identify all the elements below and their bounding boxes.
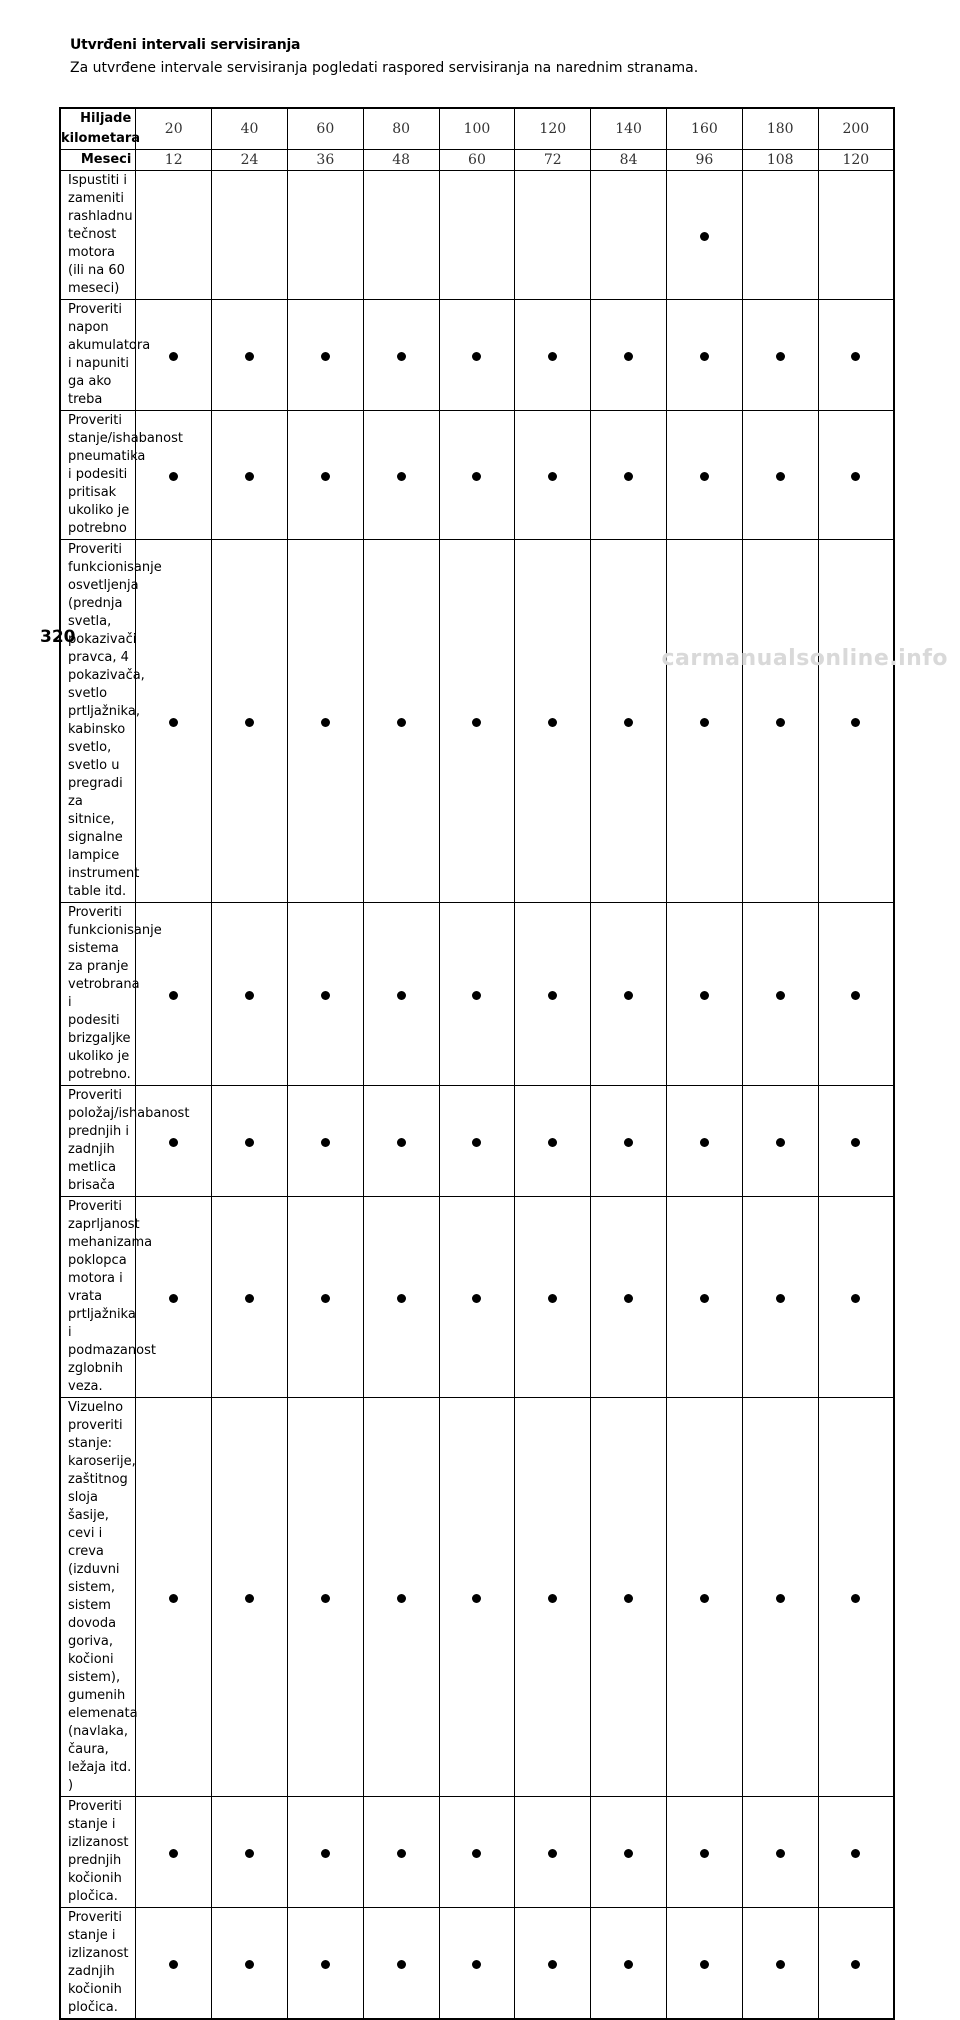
interval-cell: [212, 1197, 288, 1398]
filled-circle-icon: [397, 1294, 406, 1303]
filled-circle-icon: [851, 472, 860, 481]
interval-cell: [136, 1086, 212, 1197]
km-value-cell: 100: [439, 108, 515, 150]
interval-cell: [287, 1197, 363, 1398]
filled-circle-icon: [245, 1849, 254, 1858]
interval-cell: [212, 1908, 288, 2020]
interval-cell: [287, 903, 363, 1086]
filled-circle-icon: [624, 991, 633, 1000]
interval-cell: [439, 1908, 515, 2020]
filled-circle-icon: [700, 1294, 709, 1303]
task-description-line: kabinsko svetlo, svetlo u pregradi za sitnice, signalne: [68, 722, 126, 845]
interval-cell: [818, 1908, 894, 2020]
filled-circle-icon: [624, 718, 633, 727]
filled-circle-icon: [548, 472, 557, 481]
task-description-line: Proveriti napon akumulatora i napuniti ga ako treba: [68, 302, 151, 407]
filled-circle-icon: [472, 718, 481, 727]
interval-cell: [818, 171, 894, 300]
filled-circle-icon: [397, 1594, 406, 1603]
filled-circle-icon: [397, 1138, 406, 1147]
interval-cell: [667, 1197, 743, 1398]
task-description: [60, 540, 162, 903]
filled-circle-icon: [472, 1960, 481, 1969]
interval-cell: [212, 411, 288, 540]
filled-circle-icon: [169, 1294, 178, 1303]
interval-cell: [287, 1398, 363, 1797]
km-value-cell: 80: [363, 108, 439, 150]
task-description-line: Proveriti funkcionisanje osvetljenja (prednja svetla,: [68, 542, 162, 629]
interval-cell: [515, 300, 591, 411]
filled-circle-icon: [472, 472, 481, 481]
filled-circle-icon: [851, 1849, 860, 1858]
interval-cell: [591, 1797, 667, 1908]
filled-circle-icon: [245, 1960, 254, 1969]
months-value-cell: 72: [515, 150, 591, 171]
task-description: [60, 411, 183, 540]
interval-cell: [818, 1797, 894, 1908]
table-row: [60, 1398, 894, 1797]
interval-cell: [591, 903, 667, 1086]
task-description-line: Proveriti funkcionisanje sistema za pranje vetrobrana i: [68, 905, 162, 1010]
interval-cell: [363, 1197, 439, 1398]
filled-circle-icon: [169, 718, 178, 727]
task-description-line: ukoliko je potrebno: [68, 503, 130, 536]
interval-cell: [818, 300, 894, 411]
interval-cell: [667, 1908, 743, 2020]
interval-cell: [515, 903, 591, 1086]
filled-circle-icon: [700, 352, 709, 361]
interval-cell: [515, 540, 591, 903]
filled-circle-icon: [776, 1960, 785, 1969]
interval-cell: [591, 411, 667, 540]
filled-circle-icon: [548, 1138, 557, 1147]
filled-circle-icon: [776, 718, 785, 727]
task-description-line: (ili na 60 meseci): [68, 263, 125, 296]
filled-circle-icon: [245, 991, 254, 1000]
months-value-cell: 48: [363, 150, 439, 171]
interval-cell: [363, 411, 439, 540]
months-value-cell: 12: [136, 150, 212, 171]
months-value-cell: 84: [591, 150, 667, 171]
filled-circle-icon: [245, 1138, 254, 1147]
table-row: [60, 1086, 894, 1197]
filled-circle-icon: [397, 718, 406, 727]
interval-cell: [439, 1797, 515, 1908]
filled-circle-icon: [472, 1138, 481, 1147]
interval-cell: [439, 171, 515, 300]
filled-circle-icon: [700, 1960, 709, 1969]
filled-circle-icon: [624, 1594, 633, 1603]
filled-circle-icon: [624, 1294, 633, 1303]
months-value-cell: 24: [212, 150, 288, 171]
months-header-label: Meseci: [60, 150, 136, 171]
interval-cell: [591, 1086, 667, 1197]
interval-cell: [742, 1197, 818, 1398]
interval-cell: [212, 1797, 288, 1908]
interval-cell: [212, 540, 288, 903]
interval-cell: [287, 1908, 363, 2020]
filled-circle-icon: [548, 1849, 557, 1858]
interval-cell: [591, 300, 667, 411]
task-description-line: Proveriti položaj/ishabanost prednjih i: [68, 1088, 190, 1139]
filled-circle-icon: [397, 991, 406, 1000]
filled-circle-icon: [700, 1594, 709, 1603]
interval-cell: [667, 1797, 743, 1908]
interval-cell: [591, 1398, 667, 1797]
interval-cell: [136, 1197, 212, 1398]
filled-circle-icon: [321, 352, 330, 361]
filled-circle-icon: [169, 1594, 178, 1603]
task-description-line: zadnjih metlica brisača: [68, 1142, 117, 1193]
km-value-cell: 20: [136, 108, 212, 150]
table-row: [60, 903, 894, 1086]
filled-circle-icon: [169, 472, 178, 481]
filled-circle-icon: [397, 1849, 406, 1858]
task-description-line: vrata prtljažnika i podmazanost zglobnih veza.: [68, 1289, 156, 1394]
interval-cell: [136, 1398, 212, 1797]
filled-circle-icon: [321, 472, 330, 481]
interval-cell: [667, 1398, 743, 1797]
table-row: [60, 1797, 894, 1908]
interval-cell: [591, 1197, 667, 1398]
filled-circle-icon: [245, 718, 254, 727]
interval-cell: [515, 1797, 591, 1908]
interval-cell: [818, 540, 894, 903]
watermark: carmanualsonline.info: [661, 646, 948, 671]
interval-cell: [742, 903, 818, 1086]
interval-cell: [591, 1908, 667, 2020]
filled-circle-icon: [776, 352, 785, 361]
page-number: 320: [40, 627, 76, 647]
filled-circle-icon: [321, 1294, 330, 1303]
filled-circle-icon: [245, 1594, 254, 1603]
table-row: [60, 300, 894, 411]
interval-cell: [667, 1086, 743, 1197]
filled-circle-icon: [169, 991, 178, 1000]
interval-cell: [363, 1086, 439, 1197]
interval-cell: [742, 540, 818, 903]
interval-cell: [136, 1797, 212, 1908]
task-description: [60, 1797, 136, 1908]
interval-cell: [136, 1908, 212, 2020]
filled-circle-icon: [321, 1960, 330, 1969]
filled-circle-icon: [472, 1594, 481, 1603]
filled-circle-icon: [472, 352, 481, 361]
interval-cell: [439, 1197, 515, 1398]
filled-circle-icon: [776, 991, 785, 1000]
interval-cell: [818, 1197, 894, 1398]
filled-circle-icon: [700, 232, 709, 241]
interval-cell: [818, 1086, 894, 1197]
interval-cell: [363, 1908, 439, 2020]
filled-circle-icon: [397, 472, 406, 481]
km-value-cell: 200: [818, 108, 894, 150]
interval-cell: [742, 1398, 818, 1797]
interval-cell: [667, 411, 743, 540]
km-value-cell: 60: [287, 108, 363, 150]
filled-circle-icon: [321, 991, 330, 1000]
interval-cell: [212, 1086, 288, 1197]
interval-cell: [363, 1797, 439, 1908]
interval-cell: [212, 1398, 288, 1797]
task-description-line: ležaja itd. ): [68, 1760, 132, 1793]
filled-circle-icon: [169, 1138, 178, 1147]
intro-text: Za utvrđene intervale servisiranja pogledati raspored servisiranja na narednim stranama.: [70, 60, 699, 76]
filled-circle-icon: [851, 718, 860, 727]
interval-cell: [136, 411, 212, 540]
interval-cell: [742, 1797, 818, 1908]
filled-circle-icon: [321, 1138, 330, 1147]
task-description-line: Proveriti stanje i izlizanost zadnjih kočionih pločica.: [68, 1910, 129, 2015]
filled-circle-icon: [245, 1294, 254, 1303]
filled-circle-icon: [548, 1594, 557, 1603]
months-value-cell: 60: [439, 150, 515, 171]
interval-cell: [212, 300, 288, 411]
task-description-line: pokazivači pravca, 4 pokazivača, svetlo prtljažnika,: [68, 632, 145, 719]
km-value-cell: 140: [591, 108, 667, 150]
table-row: [60, 540, 894, 903]
filled-circle-icon: [776, 1138, 785, 1147]
interval-cell: [439, 411, 515, 540]
task-description-line: Proveriti zaprljanost mehanizama poklopca motora i: [68, 1199, 153, 1286]
interval-cell: [515, 171, 591, 300]
filled-circle-icon: [851, 1594, 860, 1603]
interval-cell: [742, 300, 818, 411]
filled-circle-icon: [472, 1849, 481, 1858]
interval-cell: [136, 171, 212, 300]
filled-circle-icon: [321, 718, 330, 727]
interval-cell: [439, 300, 515, 411]
interval-cell: [515, 411, 591, 540]
filled-circle-icon: [245, 352, 254, 361]
interval-cell: [818, 1398, 894, 1797]
table-row: [60, 411, 894, 540]
filled-circle-icon: [548, 1960, 557, 1969]
interval-cell: [363, 903, 439, 1086]
filled-circle-icon: [851, 1138, 860, 1147]
filled-circle-icon: [397, 352, 406, 361]
interval-cell: [363, 171, 439, 300]
filled-circle-icon: [776, 1294, 785, 1303]
task-description-line: kočioni sistem), gumenih elemenata (navlaka, čaura,: [68, 1652, 138, 1757]
km-value-cell: 160: [667, 108, 743, 150]
filled-circle-icon: [624, 1960, 633, 1969]
filled-circle-icon: [169, 1849, 178, 1858]
filled-circle-icon: [700, 472, 709, 481]
task-description-line: cevi i creva (izduvni sistem, sistem dovoda goriva,: [68, 1526, 120, 1649]
km-value-cell: 40: [212, 108, 288, 150]
interval-cell: [818, 903, 894, 1086]
interval-cell: [363, 300, 439, 411]
task-description-line: Proveriti stanje/ishabanost pneumatika i podesiti pritisak: [68, 413, 183, 500]
filled-circle-icon: [624, 352, 633, 361]
filled-circle-icon: [472, 1294, 481, 1303]
filled-circle-icon: [321, 1594, 330, 1603]
interval-cell: [439, 1086, 515, 1197]
filled-circle-icon: [700, 1849, 709, 1858]
filled-circle-icon: [851, 352, 860, 361]
task-description: [60, 171, 136, 300]
filled-circle-icon: [397, 1960, 406, 1969]
interval-cell: [439, 1398, 515, 1797]
filled-circle-icon: [548, 1294, 557, 1303]
task-description: [60, 1197, 156, 1398]
filled-circle-icon: [472, 991, 481, 1000]
service-schedule-table: [59, 107, 895, 2020]
interval-cell: [363, 540, 439, 903]
interval-cell: [818, 411, 894, 540]
filled-circle-icon: [245, 472, 254, 481]
interval-cell: [287, 411, 363, 540]
interval-cell: [515, 1908, 591, 2020]
task-description: [60, 1398, 136, 1797]
filled-circle-icon: [624, 472, 633, 481]
interval-cell: [591, 171, 667, 300]
filled-circle-icon: [624, 1138, 633, 1147]
interval-cell: [439, 903, 515, 1086]
interval-cell: [667, 903, 743, 1086]
interval-cell: [287, 540, 363, 903]
interval-cell: [212, 171, 288, 300]
interval-cell: [439, 540, 515, 903]
km-header-label: Hiljade kilometara: [60, 108, 136, 150]
filled-circle-icon: [169, 1960, 178, 1969]
months-value-cell: 108: [742, 150, 818, 171]
interval-cell: [742, 1908, 818, 2020]
interval-cell: [287, 1086, 363, 1197]
filled-circle-icon: [851, 1294, 860, 1303]
interval-cell: [515, 1398, 591, 1797]
interval-cell: [212, 903, 288, 1086]
filled-circle-icon: [321, 1849, 330, 1858]
task-description: [60, 1908, 136, 2020]
section-heading: Utvrđeni intervali servisiranja: [70, 37, 301, 53]
filled-circle-icon: [548, 991, 557, 1000]
filled-circle-icon: [169, 352, 178, 361]
filled-circle-icon: [624, 1849, 633, 1858]
interval-cell: [287, 1797, 363, 1908]
interval-cell: [667, 300, 743, 411]
task-description-line: Ispustiti i zameniti rashladnu tečnost motora: [68, 173, 133, 260]
table-row: [60, 1197, 894, 1398]
interval-cell: [136, 540, 212, 903]
interval-cell: [667, 171, 743, 300]
interval-cell: [742, 1086, 818, 1197]
filled-circle-icon: [548, 718, 557, 727]
interval-cell: [287, 300, 363, 411]
filled-circle-icon: [548, 352, 557, 361]
interval-cell: [363, 1398, 439, 1797]
interval-cell: [515, 1086, 591, 1197]
interval-cell: [136, 300, 212, 411]
task-description-line: Vizuelno proveriti stanje: karoserije, zaštitnog sloja šasije,: [68, 1400, 136, 1523]
km-value-cell: 120: [515, 108, 591, 150]
interval-cell: [742, 411, 818, 540]
interval-cell: [591, 540, 667, 903]
km-header-row: [60, 108, 894, 150]
filled-circle-icon: [851, 1960, 860, 1969]
filled-circle-icon: [700, 991, 709, 1000]
filled-circle-icon: [700, 718, 709, 727]
task-description-line: lampice instrument table itd.: [68, 848, 140, 899]
months-value-cell: 96: [667, 150, 743, 171]
months-value-cell: 36: [287, 150, 363, 171]
interval-cell: [742, 171, 818, 300]
task-description: [60, 1086, 190, 1197]
km-value-cell: 180: [742, 108, 818, 150]
task-description: [60, 300, 151, 411]
filled-circle-icon: [776, 1594, 785, 1603]
filled-circle-icon: [851, 991, 860, 1000]
filled-circle-icon: [776, 472, 785, 481]
interval-cell: [515, 1197, 591, 1398]
filled-circle-icon: [776, 1849, 785, 1858]
task-description: [60, 903, 162, 1086]
table-row: [60, 1908, 894, 2020]
months-header-row: [60, 150, 894, 171]
table-row: [60, 171, 894, 300]
filled-circle-icon: [700, 1138, 709, 1147]
months-value-cell: 120: [818, 150, 894, 171]
interval-cell: [287, 171, 363, 300]
interval-cell: [667, 540, 743, 903]
task-description-line: Proveriti stanje i izlizanost prednjih kočionih pločica.: [68, 1799, 129, 1904]
task-description-line: podesiti brizgaljke ukoliko je potrebno.: [68, 1013, 131, 1082]
